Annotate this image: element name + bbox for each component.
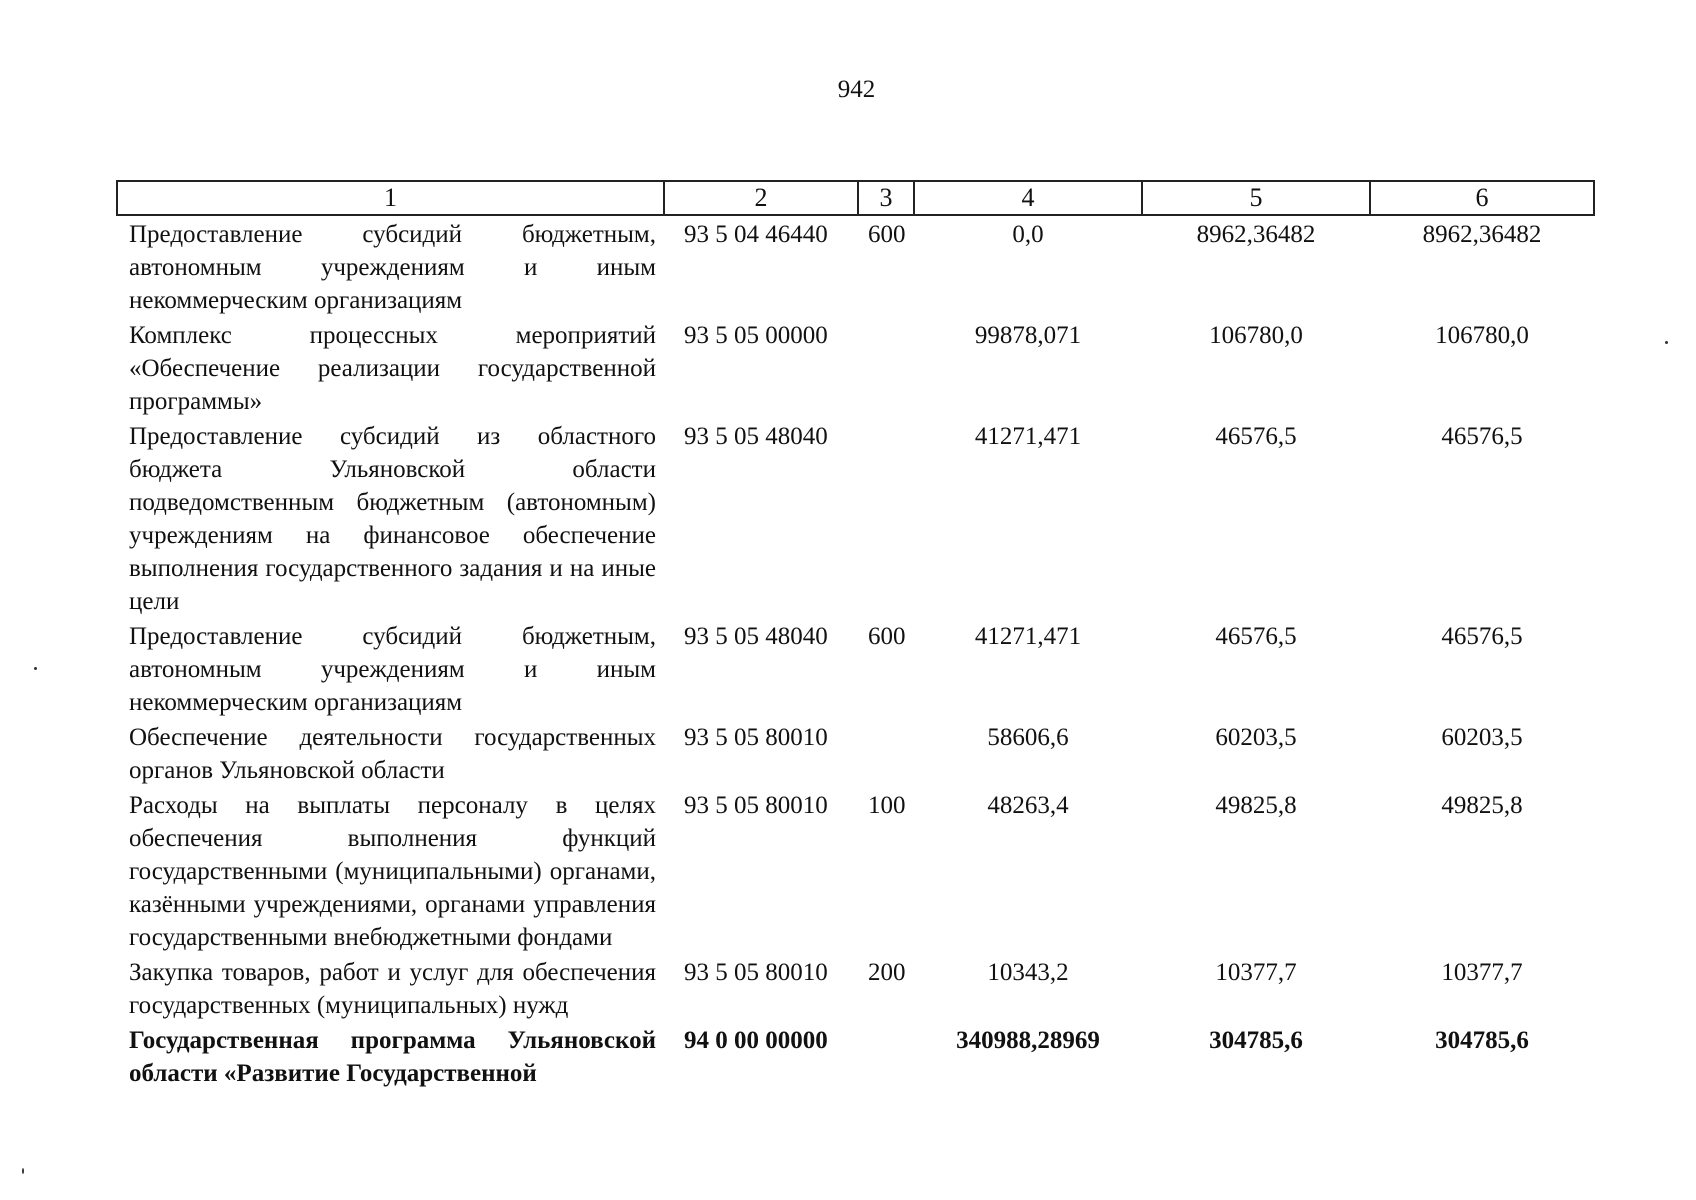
row-type <box>858 719 914 787</box>
table-row <box>117 787 1594 954</box>
row-code: 93 5 04 46440 <box>684 221 828 248</box>
row-value-5: 46576,5 <box>1215 423 1297 450</box>
table-row <box>117 215 1594 317</box>
column-header-1: 1 <box>117 181 664 215</box>
row-code: 93 5 05 80010 <box>684 792 828 819</box>
column-header-4: 4 <box>914 181 1142 215</box>
row-code: 93 5 05 48040 <box>684 423 828 450</box>
budget-table <box>116 180 1595 1090</box>
column-header-3: 3 <box>858 181 914 215</box>
row-value-4: 340988,28969 <box>956 1027 1100 1054</box>
row-name: Закупка товаров, работ и услуг для обеспечения государственных (муниципальных) нужд <box>129 959 656 1019</box>
row-value-4: 99878,071 <box>974 322 1082 349</box>
table-row <box>117 618 1594 719</box>
row-value-5: 304785,6 <box>1209 1027 1303 1054</box>
table-row <box>117 719 1594 787</box>
row-value-5: 46576,5 <box>1215 623 1297 650</box>
row-value-4: 10343,2 <box>987 959 1069 986</box>
row-value-4: 41271,471 <box>974 623 1082 650</box>
row-name: Предоставление субсидий бюджетным, автономным учреждениям и иным некоммерческим организациям <box>129 221 656 314</box>
column-header-5: 5 <box>1142 181 1370 215</box>
scan-speck <box>1665 341 1668 344</box>
row-value-5: 106780,0 <box>1209 322 1303 349</box>
row-name: Предоставление субсидий бюджетным, автономным учреждениям и иным некоммерческим организациям <box>129 623 656 716</box>
row-value-4: 58606,6 <box>987 724 1069 751</box>
scan-speck <box>22 1168 24 1174</box>
row-code: 93 5 05 80010 <box>684 959 828 986</box>
row-value-6: 304785,6 <box>1435 1027 1529 1054</box>
row-type <box>858 1022 914 1090</box>
row-value-5: 8962,36482 <box>1196 221 1316 248</box>
row-value-5: 49825,8 <box>1215 792 1297 819</box>
row-name: Предоставление субсидий из областного бюджета Ульяновской области подведомственным бюджетным (автономным) учреждениям на финансовое обеспечение выполнения государственного задания и на иные цели <box>129 423 656 615</box>
row-name: Расходы на выплаты персоналу в целях обеспечения выполнения функций государственными (муниципальными) органами, казёнными учреждениями, органами управления государственными внебюджетными фондами <box>129 792 656 951</box>
row-value-4: 0,0 <box>1012 221 1044 248</box>
row-value-6: 46576,5 <box>1441 423 1523 450</box>
row-type <box>858 418 914 618</box>
row-type <box>858 317 914 418</box>
row-value-5: 10377,7 <box>1215 959 1297 986</box>
row-code: 94 0 00 00000 <box>684 1027 828 1054</box>
row-code: 93 5 05 00000 <box>684 322 828 349</box>
row-value-6: 106780,0 <box>1435 322 1529 349</box>
row-type: 100 <box>868 792 906 819</box>
column-header-6: 6 <box>1370 181 1594 215</box>
row-value-6: 46576,5 <box>1441 623 1523 650</box>
row-value-6: 49825,8 <box>1441 792 1523 819</box>
row-type: 600 <box>868 221 906 248</box>
row-value-6: 8962,36482 <box>1422 221 1542 248</box>
table-row <box>117 418 1594 618</box>
row-code: 93 5 05 48040 <box>684 623 828 650</box>
row-type: 600 <box>868 623 906 650</box>
column-header-2: 2 <box>664 181 858 215</box>
row-value-4: 41271,471 <box>974 423 1082 450</box>
row-code: 93 5 05 80010 <box>684 724 828 751</box>
row-name: Обеспечение деятельности государственных органов Ульяновской области <box>129 724 656 784</box>
table-row <box>117 954 1594 1022</box>
row-name: Комплекс процессных мероприятий «Обеспечение реализации государственной программы» <box>129 322 656 415</box>
table-row-program <box>117 1022 1594 1090</box>
page-number: 942 <box>837 76 876 103</box>
row-name: Государственная программа Ульяновской области «Развитие Государственной <box>129 1027 656 1087</box>
table-row <box>117 317 1594 418</box>
row-value-4: 48263,4 <box>987 792 1069 819</box>
row-value-6: 60203,5 <box>1441 724 1523 751</box>
row-value-6: 10377,7 <box>1441 959 1523 986</box>
table-header-row <box>117 181 1594 215</box>
row-type: 200 <box>868 959 906 986</box>
row-value-5: 60203,5 <box>1215 724 1297 751</box>
scan-speck <box>34 667 37 670</box>
